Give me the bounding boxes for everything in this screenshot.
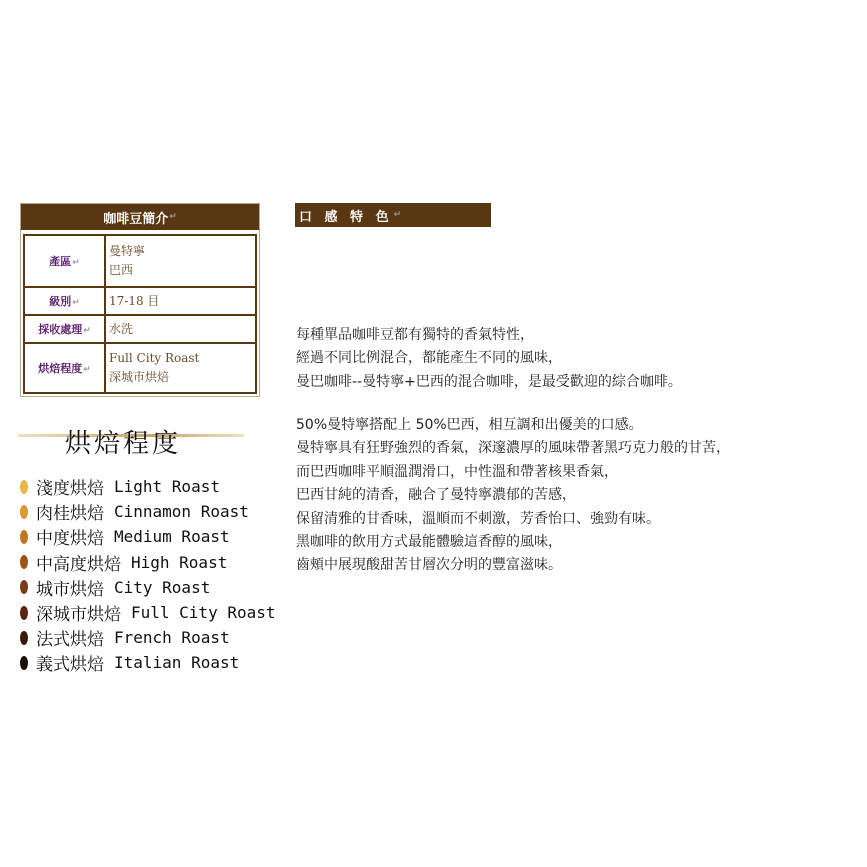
taste-line: 齒頰中展現酸甜苦甘層次分明的豐富滋味。	[296, 557, 562, 574]
roast-level-item	[20, 524, 276, 549]
info-row-processing	[24, 315, 256, 343]
roast-title: 烘焙程度	[65, 429, 182, 459]
info-row-grade	[24, 287, 256, 315]
taste-paragraph-2	[296, 414, 730, 578]
info-label: 採收處理↵	[24, 315, 105, 343]
info-value	[105, 315, 256, 343]
taste-line: 黑咖啡的飲用方式最能體驗這香醇的風味，	[296, 533, 562, 550]
roast-level-zh: 義式烘焙	[36, 655, 104, 676]
taste-line: 而巴西咖啡平順溫潤滑口，中性溫和帶著核果香氣，	[296, 463, 618, 480]
roast-value-zh: 深城市烘焙	[109, 370, 170, 384]
roast-level-zh: 中高度烘焙	[36, 554, 121, 575]
roast-level-item	[20, 474, 276, 499]
info-row-origin	[24, 235, 256, 287]
info-value	[105, 343, 256, 393]
roast-level-en: Medium Roast	[114, 527, 230, 547]
info-value	[105, 235, 256, 287]
info-label: 產區↵	[24, 235, 105, 287]
taste-line: 50%曼特寧搭配上 50%巴西，相互調和出優美的口感。	[296, 417, 643, 433]
roast-level-item	[20, 550, 276, 575]
coffee-info-title: 咖啡豆簡介	[103, 211, 169, 227]
taste-line: 經過不同比例混合，都能產生不同的風味，	[296, 350, 562, 367]
info-label: 級別↵	[24, 287, 105, 315]
pilcrow-icon: ↵	[169, 212, 177, 222]
roast-level-en: City Roast	[114, 577, 211, 597]
origin-line-2: 巴西	[109, 263, 134, 277]
taste-line: 保留清雅的甘香味，溫順而不刺激，芳香怡口、強勁有味。	[296, 510, 660, 527]
taste-line: 每種單品咖啡豆都有獨特的香氣特性，	[296, 327, 534, 343]
roast-level-zh: 肉桂烘焙	[36, 504, 104, 525]
processing-value: 水洗	[109, 321, 134, 336]
taste-header	[295, 203, 491, 227]
coffee-bean-icon	[20, 530, 28, 544]
origin-line-1: 曼特寧	[109, 244, 146, 258]
coffee-bean-icon	[20, 656, 28, 670]
roast-level-zh: 法式烘焙	[36, 630, 104, 651]
pilcrow-icon: ↵	[393, 210, 406, 220]
coffee-info-table	[23, 234, 257, 394]
taste-title: 口 感 特 色	[299, 209, 393, 225]
roast-level-en: Cinnamon Roast	[114, 502, 249, 522]
roast-level-en: Full City Roast	[131, 603, 276, 623]
roast-level-zh: 中度烘焙	[36, 529, 104, 550]
roast-level-list	[20, 474, 276, 676]
coffee-info-box	[20, 203, 260, 397]
taste-line: 曼特寧具有狂野強烈的香氣，深邃濃厚的風味帶著黑巧克力般的甘苦，	[296, 440, 730, 457]
roast-level-zh: 淺度烘焙	[36, 479, 104, 500]
taste-line: 曼巴咖啡--曼特寧+巴西的混合咖啡，是最受歡迎的綜合咖啡。	[296, 373, 682, 390]
taste-line: 巴西甘純的清香，融合了曼特寧濃郁的苦感，	[296, 487, 576, 504]
roast-value-en: Full City Roast	[109, 351, 200, 365]
coffee-bean-icon	[20, 555, 28, 569]
roast-level-item	[20, 499, 276, 524]
coffee-info-header	[21, 204, 259, 230]
info-label: 烘焙程度↵	[24, 343, 105, 393]
coffee-bean-icon	[20, 480, 28, 494]
info-value	[105, 287, 256, 315]
coffee-bean-icon	[20, 580, 28, 594]
roast-level-en: Light Roast	[114, 477, 220, 497]
roast-level-en: French Roast	[114, 628, 230, 648]
coffee-bean-icon	[20, 631, 28, 645]
roast-level-item	[20, 600, 276, 625]
info-row-roast	[24, 343, 256, 393]
roast-level-item	[20, 625, 276, 650]
roast-level-zh: 深城市烘焙	[36, 605, 121, 626]
coffee-bean-icon	[20, 606, 28, 620]
roast-level-en: High Roast	[131, 552, 228, 572]
taste-paragraph-1	[296, 324, 682, 394]
grade-value: 17-18 目	[109, 293, 160, 308]
roast-level-item	[20, 575, 276, 600]
roast-level-item	[20, 650, 276, 675]
roast-level-en: Italian Roast	[114, 653, 240, 673]
roast-level-zh: 城市烘焙	[36, 579, 104, 600]
coffee-bean-icon	[20, 505, 28, 519]
